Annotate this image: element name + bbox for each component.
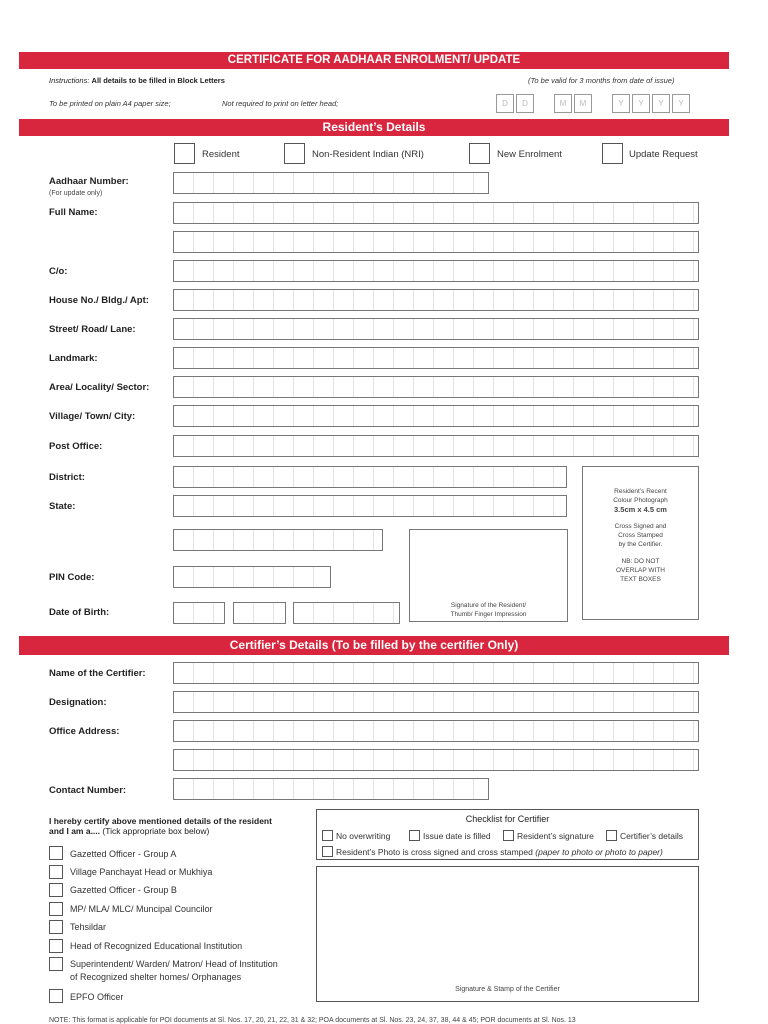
full-name-field-line1[interactable] — [173, 202, 699, 224]
date-year-3[interactable]: Y — [652, 94, 670, 113]
checklist-photo-note: (paper to photo or photo to paper) — [535, 847, 663, 857]
house-label: House No./ Bldg./ Apt: — [49, 295, 149, 306]
checklist-resident-signature-label: Resident’s signature — [517, 831, 594, 841]
instructions — [49, 76, 225, 85]
photo-box[interactable] — [582, 466, 699, 620]
district-label: District: — [49, 472, 85, 483]
dob-month-field[interactable] — [233, 602, 286, 624]
contact-label: Contact Number: — [49, 785, 127, 796]
date-year-1[interactable]: Y — [612, 94, 630, 113]
update-request-label: Update Request — [629, 149, 698, 160]
post-office-field[interactable] — [173, 435, 699, 457]
checklist-photo-label — [336, 847, 663, 857]
form-title: CERTIFICATE FOR AADHAAR ENROLMENT/ UPDATE — [227, 54, 521, 66]
role-checkbox-panchayat[interactable] — [49, 865, 63, 879]
role-checkbox-mp-mla[interactable] — [49, 902, 63, 916]
role-label-education-head: Head of Recognized Educational Institution — [70, 941, 243, 951]
date-year-4[interactable]: Y — [672, 94, 690, 113]
landmark-label: Landmark: — [49, 353, 98, 364]
office-address-label: Office Address: — [49, 726, 120, 737]
checklist-issue-date-checkbox[interactable] — [409, 830, 420, 841]
photo-nb3: TEXT BOXES — [620, 576, 661, 583]
dob-day-field[interactable] — [173, 602, 225, 624]
photo-line1: Resident’s Recent — [614, 488, 667, 495]
photo-line2: Colour Photograph — [613, 497, 668, 504]
print-note-a4: To be printed on plain A4 paper size; — [49, 99, 171, 108]
role-checkbox-gazetted-b[interactable] — [49, 883, 63, 897]
certifier-section-title: Certifier’s Details (To be filled by the certifier Only) — [229, 638, 519, 652]
photo-nb1: NB: DO NOT — [621, 558, 660, 565]
photo-line5: by the Certifier. — [618, 541, 663, 548]
village-field[interactable] — [173, 405, 699, 427]
new-enrolment-checkbox[interactable] — [469, 143, 490, 164]
checklist-resident-signature-checkbox[interactable] — [503, 830, 514, 841]
role-label-gazetted-b: Gazetted Officer - Group B — [70, 885, 177, 895]
photo-line3: Cross Signed and — [614, 523, 667, 530]
aadhaar-sublabel: (For update only) — [49, 190, 103, 197]
form-title-bar — [19, 52, 729, 69]
village-label: Village/ Town/ City: — [49, 411, 136, 422]
dob-year-field[interactable] — [293, 602, 400, 624]
house-field[interactable] — [173, 289, 699, 311]
certifier-stamp-box[interactable] — [316, 866, 699, 1002]
resident-signature-box[interactable] — [409, 529, 568, 622]
role-label-mp-mla: MP/ MLA/ MLC/ Muncipal Councilor — [70, 904, 213, 914]
date-year-2[interactable]: Y — [632, 94, 650, 113]
designation-label: Designation: — [49, 697, 107, 708]
validity-note: (To be valid for 3 months from date of issue) — [528, 76, 675, 85]
nri-checkbox[interactable] — [284, 143, 305, 164]
photo-size: 3.5cm x 4.5 cm — [614, 505, 667, 514]
role-label-superintendent-2: of Recognized shelter homes/ Orphanages — [70, 972, 242, 982]
checklist-certifier-details-checkbox[interactable] — [606, 830, 617, 841]
role-checkbox-education-head[interactable] — [49, 939, 63, 953]
role-checkbox-superintendent[interactable] — [49, 957, 63, 971]
state-label: State: — [49, 501, 76, 512]
co-field[interactable] — [173, 260, 699, 282]
signature-line1: Signature of the Resident/ — [450, 602, 527, 609]
area-field[interactable] — [173, 376, 699, 398]
aadhaar-label-text: Aadhaar Number: — [49, 176, 129, 187]
certify-line1: I hereby certify above mentioned details of the resident — [49, 816, 272, 826]
photo-nb2: OVERLAP WITH — [615, 567, 665, 574]
signature-caption — [410, 601, 567, 619]
certifier-name-label: Name of the Certifier: — [49, 668, 146, 679]
street-label: Street/ Road/ Lane: — [49, 324, 136, 335]
checklist-photo-checkbox[interactable] — [322, 846, 333, 857]
dob-label: Date of Birth: — [49, 607, 110, 618]
area-label: Area/ Locality/ Sector: — [49, 382, 150, 393]
certify-tick-note: (Tick appropriate box below) — [102, 826, 210, 836]
checklist-no-overwriting-label: No overwriting — [336, 831, 391, 841]
certifier-name-field[interactable] — [173, 662, 699, 684]
state-field-line1[interactable] — [173, 495, 567, 517]
full-name-label: Full Name: — [49, 207, 98, 218]
role-label-superintendent-1: Superintendent/ Warden/ Matron/ Head of Institution — [70, 959, 278, 969]
nri-checkbox-label: Non-Resident Indian (NRI) — [312, 149, 424, 160]
role-label-tehsildar: Tehsildar — [70, 922, 107, 932]
stamp-label: Signature & Stamp of the Certifier — [455, 986, 560, 993]
checklist-photo-text: Resident’s Photo is cross signed and cross stamped — [336, 847, 533, 857]
full-name-field-line2[interactable] — [173, 231, 699, 253]
signature-line2: Thumb/ Finger Impression — [450, 611, 527, 618]
role-checkbox-gazetted-a[interactable] — [49, 846, 63, 860]
contact-number-field[interactable] — [173, 778, 489, 800]
checklist-issue-date-label: Issue date is filled — [423, 831, 491, 841]
office-address-field-line1[interactable] — [173, 720, 699, 742]
co-label: C/o: — [49, 266, 68, 277]
print-note-letterhead: Not required to print on letter head; — [222, 99, 339, 108]
pin-code-field[interactable] — [173, 566, 331, 588]
role-checkbox-tehsildar[interactable] — [49, 920, 63, 934]
date-day-2[interactable]: D — [516, 94, 534, 113]
role-label-epfo: EPFO Officer — [70, 992, 124, 1002]
role-label-panchayat: Village Panchayat Head or Mukhiya — [70, 867, 213, 877]
instructions-text: All details to be filled in Block Letters — [91, 76, 225, 85]
date-month-2[interactable]: M — [574, 94, 592, 113]
instructions-prefix: Instructions: — [49, 76, 90, 85]
date-month-1[interactable]: M — [554, 94, 572, 113]
post-office-label: Post Office: — [49, 441, 103, 452]
resident-checkbox[interactable] — [174, 143, 195, 164]
certifier-section-bar — [19, 636, 729, 655]
designation-field[interactable] — [173, 691, 699, 713]
checklist-certifier-details-label: Certifier’s details — [620, 831, 683, 841]
resident-section-bar — [19, 119, 729, 136]
district-field[interactable] — [173, 466, 567, 488]
resident-checkbox-label: Resident — [202, 149, 240, 160]
state-field-line2[interactable] — [173, 529, 383, 551]
certify-statement — [49, 816, 272, 836]
street-field[interactable] — [173, 318, 699, 340]
landmark-field[interactable] — [173, 347, 699, 369]
new-enrolment-label: New Enrolment — [497, 149, 562, 160]
certify-line2: and I am a.... — [49, 826, 101, 836]
footer-note: NOTE: This format is applicable for POI documents at Sl. Nos. 17, 20, 21, 22, 31 & 32; POA documents at Sl. Nos. 23, 24, 37, 38, 44 & 45; POR documents at Sl. Nos. 13 — [49, 1017, 576, 1024]
checklist-no-overwriting-checkbox[interactable] — [322, 830, 333, 841]
role-label-gazetted-a: Gazetted Officer - Group A — [70, 849, 177, 859]
office-address-field-line2[interactable] — [173, 749, 699, 771]
resident-section-title: Resident’s Details — [322, 120, 426, 134]
photo-line4: Cross Stamped — [618, 532, 663, 539]
aadhaar-label — [49, 176, 129, 198]
pin-label: PIN Code: — [49, 572, 95, 583]
date-day-1[interactable]: D — [496, 94, 514, 113]
aadhaar-number-field[interactable] — [173, 172, 489, 194]
certify-line2-wrap — [49, 826, 272, 836]
role-checkbox-epfo[interactable] — [49, 989, 63, 1003]
update-request-checkbox[interactable] — [602, 143, 623, 164]
checklist-title: Checklist for Certifier — [465, 814, 550, 824]
